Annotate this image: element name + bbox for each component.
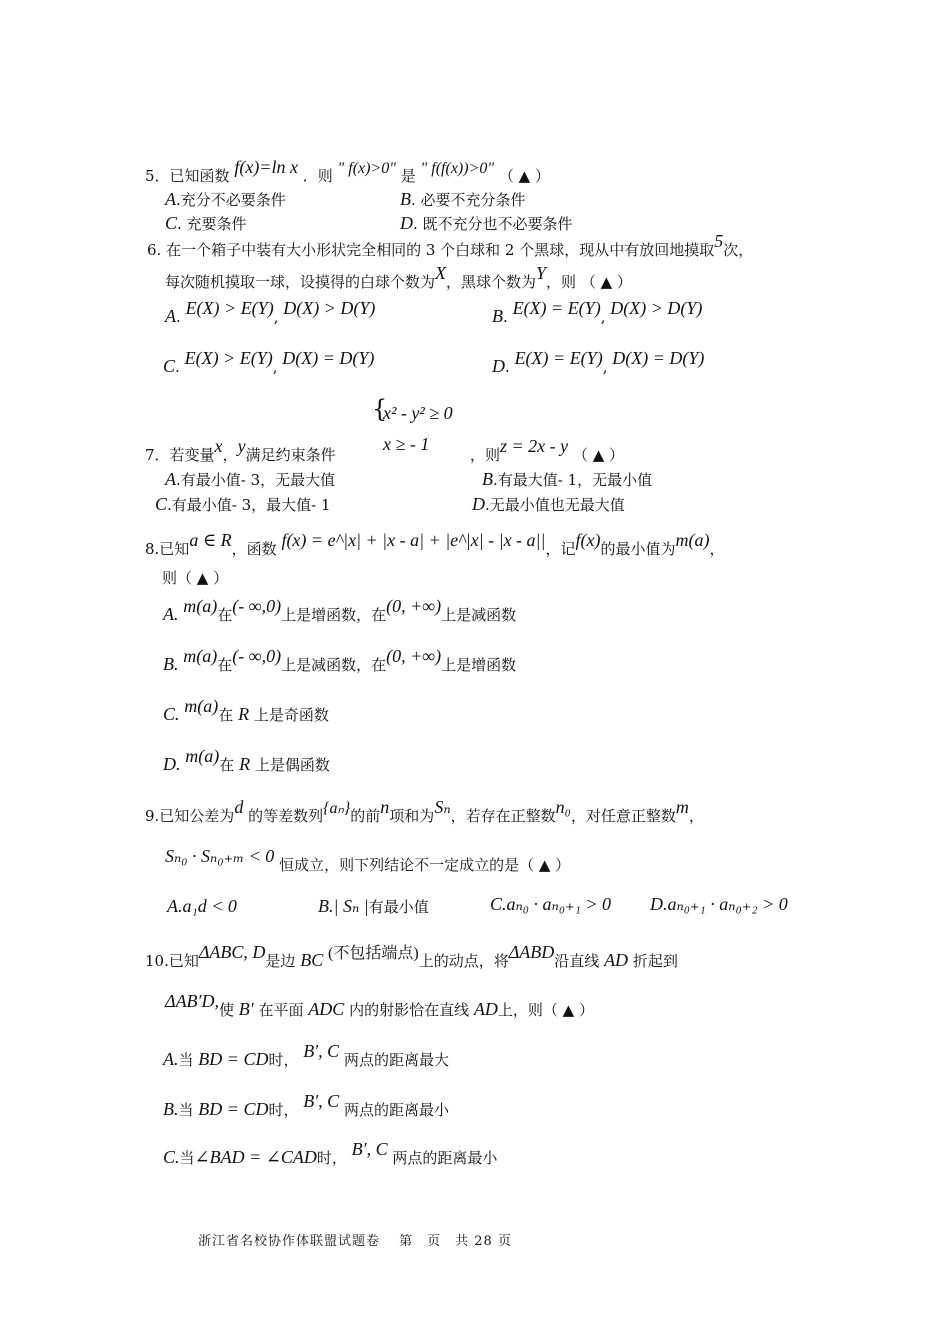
q5-is: 是 — [400, 167, 416, 185]
q10-stem-line: 10.已知ΔABC, D是边 BC (不包括端点)上的动点，将ΔABD沿直线 AD 折起到 — [145, 942, 678, 970]
q6-option-c: C. E(X) > E(Y), D(X) = D(Y) — [163, 348, 375, 376]
q9-option-a: A.a₁d < 0 — [167, 896, 237, 916]
q7-option-c: C.有最小值- 3，最大值- 1 — [155, 494, 331, 514]
q7-option-a: A.有最小值- 3，无最大值 — [165, 469, 336, 489]
q8-option-b: B. m(a)在(- ∞,0)上是减函数，在(0, +∞)上是增函数 — [163, 646, 517, 674]
q8-option-d: D. m(a)在 R 上是偶函数 — [163, 746, 330, 774]
q9-stem-line: 9.已知公差为d 的等差数列{aₙ}的前n项和为Sₙ，若存在正整数n₀，对任意正整数m， — [145, 797, 704, 825]
q5-formula: f(x)=ln x — [234, 157, 298, 177]
q5-option-c: C. 充要条件 — [165, 213, 247, 233]
q5-cond2: " f(f(x))>0" — [420, 160, 495, 177]
q6-option-a: A. E(X) > E(Y), D(X) > D(Y) — [165, 298, 376, 326]
q7-constraint-1: x² - y² ≥ 0 — [383, 403, 453, 423]
q10-option-a: A.当 BD = CD时， B′, C 两点的距离最大 — [163, 1041, 449, 1069]
q7-stem-tail: ，则z = 2x - y （ ▲ ） — [470, 436, 624, 464]
q5-stem-line — [145, 157, 550, 188]
q8-option-c: C. m(a)在 R 上是奇函数 — [163, 696, 329, 724]
q5-option-b: B. 必要不充分条件 — [400, 189, 526, 209]
q6-line1: 6. 在一个箱子中装有大小形状完全相同的 3 个白球和 2 个黑球，现从中有放回地摸取5次， — [147, 231, 754, 259]
q6-option-b: B. E(X) = E(Y), D(X) > D(Y) — [492, 298, 703, 326]
q9-option-b: B.| Sₙ |有最小值 — [318, 896, 429, 916]
q6-line2: 每次随机摸取一球，设摸得的白球个数为X，黑球个数为Y，则 （ ▲ ） — [165, 263, 632, 291]
page-footer: 浙江省名校协作体联盟试题卷 第 页 共 28 页 — [198, 1234, 512, 1249]
q7-option-b: B.有最大值- 1，无最小值 — [482, 469, 653, 489]
q10-option-b: B.当 BD = CD时， B′, C 两点的距离最小 — [163, 1091, 449, 1119]
q5-stem: 5．已知函数 — [145, 167, 230, 185]
q8-option-a: A. m(a)在(- ∞,0)上是增函数，在(0, +∞)上是减函数 — [163, 596, 517, 624]
q5-option-d: D. 既不充分也不必要条件 — [400, 213, 573, 233]
q9-option-d: D.aₙ₀₊₁ · aₙ₀₊₂ > 0 — [650, 894, 788, 914]
q7-brace: { — [372, 395, 388, 423]
q10-option-c: C.当∠BAD = ∠CAD时， B′, C 两点的距离最小 — [163, 1139, 498, 1167]
q5-mark: （ ▲ ） — [498, 167, 550, 185]
q9-option-c: C.aₙ₀ · aₙ₀₊₁ > 0 — [490, 894, 612, 914]
q7-stem-line: 7．若变量x，y满足约束条件 — [145, 436, 336, 464]
q9-condition-line: Sₙ₀ · Sₙ₀₊ₘ < 0 恒成立，则下列结论不一定成立的是（ ▲ ） — [165, 846, 571, 874]
q7-option-d: D.无最小值也无最大值 — [472, 494, 625, 514]
q6-option-d: D. E(X) = E(Y), D(X) = D(Y) — [492, 348, 705, 376]
q7-constraint-2: x ≥ - 1 — [383, 434, 430, 454]
q5-cond1: " f(x)>0" — [337, 160, 396, 177]
q5-mid: ．则 — [302, 167, 333, 185]
q8-stem-line: 8.已知a ∈ R，函数 f(x) = e^|x| + |x - a| + |e^|x| - |x - a||，记f(x)的最小值为m(a)， — [145, 530, 725, 558]
q5-option-a: A.充分不必要条件 — [165, 189, 286, 209]
q10-line2: ΔAB′D,使 B′ 在平面 ADC 内的射影恰在直线 AD上，则（ ▲ ） — [165, 991, 594, 1019]
q8-line2: 则（ ▲ ） — [162, 569, 229, 587]
